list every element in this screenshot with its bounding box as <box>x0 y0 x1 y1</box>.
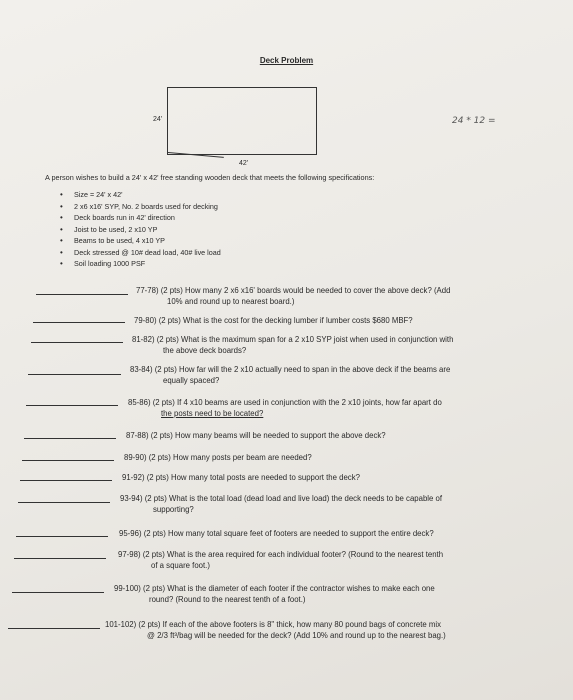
page-title: Deck Problem <box>259 56 314 65</box>
spec-item: • Joist to be used, 2 x10 YP <box>60 224 221 236</box>
answer-blank[interactable] <box>36 294 128 295</box>
spec-item: • Size = 24' x 42' <box>60 189 221 201</box>
answer-blank[interactable] <box>18 502 110 503</box>
answer-blank[interactable] <box>31 342 123 343</box>
spec-item: • Soil loading 1000 PSF <box>60 258 221 270</box>
spec-item: • Deck boards run in 42' direction <box>60 212 221 224</box>
deck-width-label: 24' <box>153 116 163 123</box>
answer-blank[interactable] <box>26 405 118 406</box>
question-87-88: 87-88) (2 pts) How many beams will be needed to support the above deck? <box>126 431 386 440</box>
spec-list <box>60 189 221 270</box>
deck-length-label: 42' <box>239 160 249 167</box>
problem-intro: A person wishes to build a 24' x 42' free standing wooden deck that meets the following specifications: <box>45 173 375 182</box>
question-85-86: 85-86) (2 pts) If 4 x10 beams are used in conjunction with the 2 x10 joints, how far apart do the posts need to be located? <box>128 398 442 418</box>
question-93-94: 93-94) (2 pts) What is the total load (dead load and live load) the deck needs to be capable of supporting? <box>120 494 443 514</box>
deck-diagram <box>167 87 317 155</box>
spec-item: • Deck stressed @ 10# dead load, 40# live load <box>60 247 221 259</box>
question-89-90: 89-90) (2 pts) How many posts per beam are needed? <box>124 453 312 462</box>
answer-blank[interactable] <box>20 480 112 481</box>
answer-blank[interactable] <box>24 438 116 439</box>
question-83-84: 83-84) (2 pts) How far will the 2 x10 actually need to span in the above deck if the beams are equally spaced? <box>130 365 451 385</box>
question-81-82: 81-82) (2 pts) What is the maximum span for a 2 x10 SYP joist when used in conjunction with the above deck boards? <box>132 335 454 355</box>
question-91-92: 91-92) (2 pts) How many total posts are needed to support the deck? <box>122 473 360 482</box>
answer-blank[interactable] <box>22 460 114 461</box>
answer-blank[interactable] <box>16 536 108 537</box>
answer-blank[interactable] <box>14 558 106 559</box>
answer-blank[interactable] <box>33 322 125 323</box>
answer-blank[interactable] <box>12 592 104 593</box>
spec-item: • Beams to be used, 4 x10 YP <box>60 235 221 247</box>
question-101-102: 101-102) (2 pts) If each of the above footers is 8" thick, how many 80 pound bags of concrete mix @ 2/3 ft³/bag will be needed for the deck? (Add 10% and round up to the nearest bag.) <box>105 620 446 640</box>
question-99-100: 99-100) (2 pts) What is the diameter of each footer if the contractor wishes to make each one round? (Round to the nearest tenth of a foot.) <box>114 584 435 604</box>
spec-item: • 2 x6 x16' SYP, No. 2 boards used for decking <box>60 201 221 213</box>
answer-blank[interactable] <box>8 628 100 629</box>
question-77-78: 77-78) (2 pts) How many 2 x6 x16' boards would be needed to cover the above deck? (Add 10% and round up to nearest board.) <box>136 286 451 306</box>
handwritten-note: 24 * 12 = <box>452 116 496 126</box>
question-95-96: 95-96) (2 pts) How many total square feet of footers are needed to support the entire deck? <box>119 529 434 538</box>
answer-blank[interactable] <box>28 374 121 375</box>
question-97-98: 97-98) (2 pts) What is the area required for each individual footer? (Round to the nearest tenth of a square foot.) <box>118 550 444 570</box>
question-79-80: 79-80) (2 pts) What is the cost for the decking lumber if lumber costs $680 MBF? <box>134 316 413 325</box>
